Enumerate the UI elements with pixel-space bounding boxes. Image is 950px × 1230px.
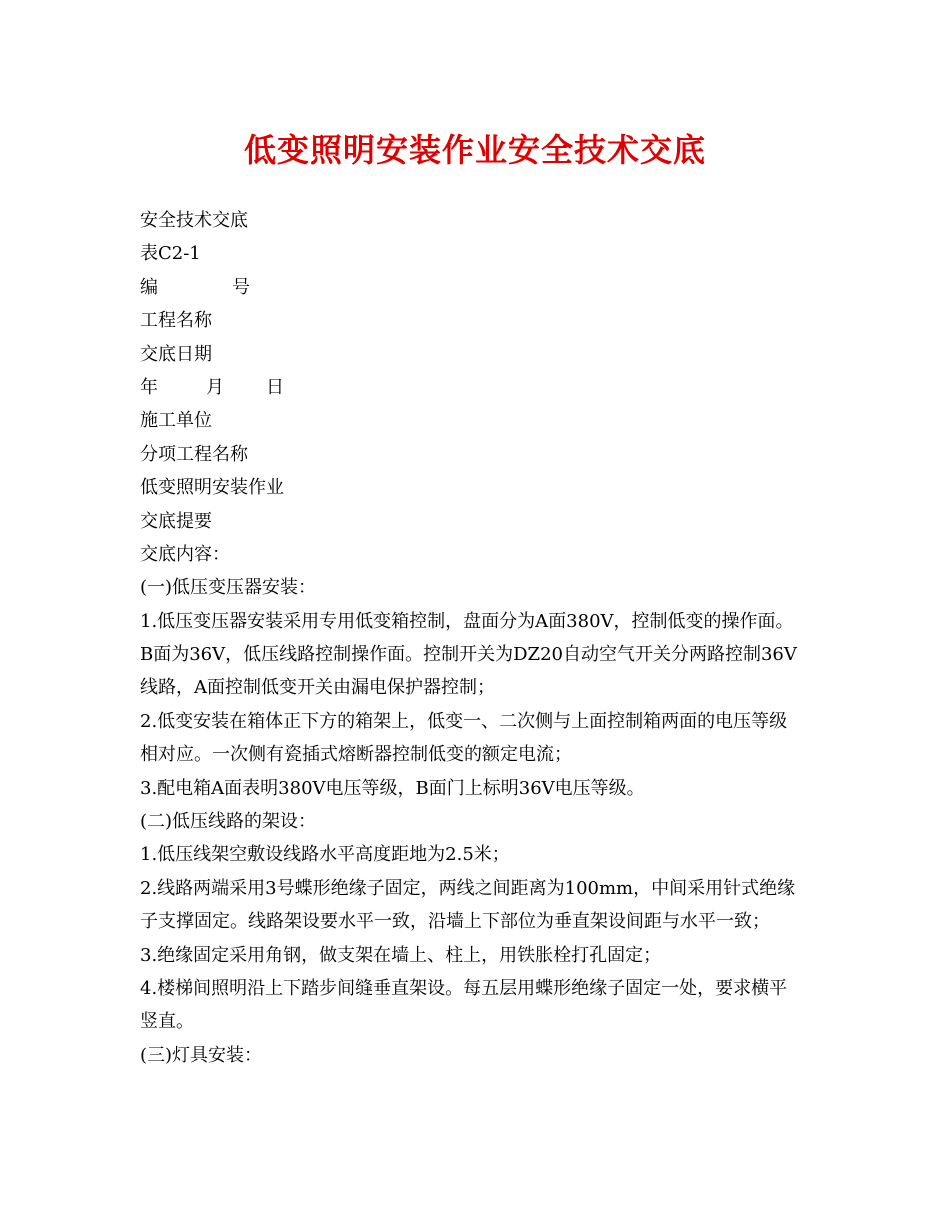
body-line: 1.低压变压器安装采用专用低变箱控制，盘面分为A面380V，控制低变的操作面。: [140, 610, 794, 632]
document-body: [140, 204, 820, 1072]
serial-number-row: [140, 271, 820, 304]
handover-date-label: 交底日期: [140, 343, 212, 365]
body-line: 竖直。: [140, 1011, 194, 1033]
section-heading: (三)灯具安装：: [140, 1044, 263, 1066]
date-month: 月: [206, 376, 224, 398]
section-heading: (一)低压变压器安装：: [140, 577, 317, 599]
body-line: 2.低变安装在箱体正下方的箱架上，低变一、二次侧与上面控制箱两面的电压等级: [140, 710, 788, 732]
serial-label-part: 号: [232, 276, 250, 298]
body-line: 3.绝缘固定采用角钢，做支架在墙上、柱上，用铁胀栓打孔固定；: [140, 944, 662, 966]
body-line: 2.线路两端采用3号蝶形绝缘子固定，两线之间距离为100mm，中间采用针式绝缘: [140, 877, 796, 899]
date-row: [140, 371, 820, 404]
body-line: 1.低压线架空敷设线路水平高度距地为2.5米；: [140, 844, 510, 866]
body-line: B面为36V，低压线路控制操作面。控制开关为DZ20自动空气开关分两路控制36V: [140, 644, 797, 666]
construction-unit-label: 施工单位: [140, 410, 212, 432]
summary-label: 交底提要: [140, 510, 212, 532]
body-line: 子支撑固定。线路架设要水平一致，沿墙上下部位为垂直架设间距与水平一致；: [140, 911, 770, 933]
page-title: 低变照明安装作业安全技术交底: [243, 131, 706, 169]
sub-project-name-value: 低变照明安装作业: [140, 477, 284, 499]
content-label: 交底内容：: [140, 543, 230, 565]
date-year: 年: [140, 376, 158, 398]
body-line: 线路，A面控制低变开关由漏电保护器控制；: [140, 677, 495, 699]
form-number-line: 表C2-1: [140, 243, 201, 265]
body-line: 3.配电箱A面表明380V电压等级，B面门上标明36V电压等级。: [140, 777, 645, 799]
section-heading: (二)低压线路的架设：: [140, 811, 317, 833]
header-line: 安全技术交底: [140, 210, 248, 231]
date-day: 日: [266, 376, 284, 398]
body-line: 相对应。一次侧有瓷插式熔断器控制低变的额定电流；: [140, 744, 572, 766]
sub-project-name-label: 分项工程名称: [140, 443, 248, 465]
serial-label-part: 编: [140, 276, 158, 298]
body-line: 4.楼梯间照明沿上下踏步间缝垂直架设。每五层用蝶形绝缘子固定一处，要求横平: [140, 977, 788, 999]
project-name-label: 工程名称: [140, 310, 212, 332]
